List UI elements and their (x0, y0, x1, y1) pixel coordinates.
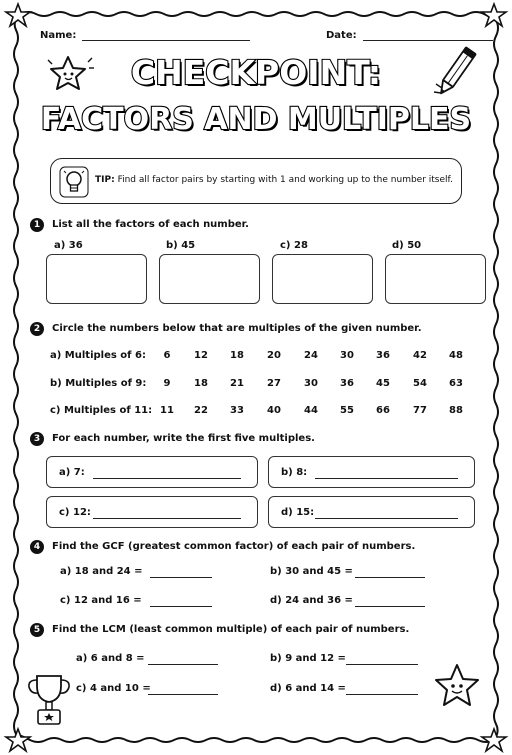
name-label: Name: (40, 30, 77, 41)
multiple-choice-number[interactable]: 12 (194, 350, 208, 361)
factor-item-label: c) 28 (280, 240, 308, 251)
lcm-item-label: d) 6 and 14 = (270, 683, 346, 694)
multiple-choice-number[interactable]: 77 (413, 405, 427, 416)
multiple-choice-number[interactable]: 55 (340, 405, 354, 416)
gcf-item-label: b) 30 and 45 = (270, 566, 353, 577)
answer-line[interactable] (93, 468, 241, 479)
multiple-choice-number[interactable]: 40 (267, 405, 281, 416)
question-prompt: For each number, write the first five multiples. (52, 433, 315, 444)
lcm-item-label: b) 9 and 12 = (270, 653, 346, 664)
lcm-item-label: a) 6 and 8 = (76, 653, 145, 664)
multiple-choice-number[interactable]: 27 (267, 378, 281, 389)
gcf-item-label: a) 18 and 24 = (60, 566, 143, 577)
tip-body: Find all factor pairs by starting with 1 and working up to the number itself. (117, 175, 453, 185)
name-line[interactable] (82, 31, 250, 41)
multiple-choice-number[interactable]: 45 (376, 378, 390, 389)
date-field[interactable] (326, 30, 493, 41)
answer-box[interactable] (159, 254, 260, 304)
multiples-item-label: d) 15: (281, 507, 315, 518)
multiple-choice-number[interactable]: 21 (230, 378, 244, 389)
multiple-choice-number[interactable]: 36 (340, 378, 354, 389)
multiples-row-label: a) Multiples of 6: (50, 350, 146, 361)
multiple-choice-number[interactable]: 33 (230, 405, 244, 416)
multiples-item-label: c) 12: (59, 507, 91, 518)
answer-line[interactable] (315, 468, 458, 479)
answer-line[interactable] (315, 508, 458, 519)
question-prompt: Circle the numbers below that are multiples of the given number. (52, 323, 422, 334)
date-label: Date: (326, 30, 357, 41)
answer-line[interactable] (150, 596, 212, 607)
multiple-choice-number[interactable]: 44 (304, 405, 318, 416)
multiple-choice-number[interactable]: 6 (163, 350, 171, 361)
multiples-row-box (46, 496, 258, 528)
multiple-choice-number[interactable]: 30 (340, 350, 354, 361)
multiple-choice-number[interactable]: 63 (449, 378, 463, 389)
answer-line[interactable] (148, 654, 218, 665)
multiple-choice-number[interactable]: 30 (304, 378, 318, 389)
multiples-item-label: b) 8: (281, 467, 308, 478)
answer-line[interactable] (355, 596, 425, 607)
answer-line[interactable] (148, 684, 218, 695)
multiples-row-box (46, 456, 258, 488)
multiple-choice-number[interactable]: 54 (413, 378, 427, 389)
question-number: 5 (30, 623, 44, 637)
factor-item-label: d) 50 (392, 240, 422, 251)
multiple-choice-number[interactable]: 20 (267, 350, 281, 361)
question-number: 4 (30, 540, 44, 554)
question-prompt: Find the GCF (greatest common factor) of each pair of numbers. (52, 541, 416, 552)
question-number: 2 (30, 322, 44, 336)
answer-box[interactable] (272, 254, 373, 304)
lightbulb-icon (59, 166, 89, 198)
answer-box[interactable] (46, 254, 147, 304)
tip-box (50, 158, 462, 204)
multiple-choice-number[interactable]: 18 (194, 378, 208, 389)
answer-line[interactable] (93, 508, 241, 519)
multiple-choice-number[interactable]: 88 (449, 405, 463, 416)
gcf-item-label: d) 24 and 36 = (270, 595, 353, 606)
name-field[interactable] (40, 30, 250, 41)
multiples-row-box (268, 456, 475, 488)
question-prompt: List all the factors of each number. (52, 219, 249, 230)
multiples-item-label: a) 7: (59, 467, 85, 478)
question-number: 3 (30, 432, 44, 446)
factor-item-label: b) 45 (166, 240, 196, 251)
multiple-choice-number[interactable]: 42 (413, 350, 427, 361)
question-prompt: Find the LCM (least common multiple) of each pair of numbers. (52, 624, 410, 635)
trophy-icon (24, 672, 74, 730)
answer-box[interactable] (385, 254, 486, 304)
multiples-row-label: c) Multiples of 11: (50, 405, 153, 416)
date-line[interactable] (363, 31, 493, 41)
answer-line[interactable] (346, 654, 418, 665)
multiple-choice-number[interactable]: 11 (160, 405, 174, 416)
star-icon (430, 662, 484, 716)
factor-item-label: a) 36 (54, 240, 83, 251)
tip-label: TIP: (95, 175, 115, 185)
tip-text (95, 175, 453, 185)
multiple-choice-number[interactable]: 18 (230, 350, 244, 361)
gcf-item-label: c) 12 and 16 = (60, 595, 142, 606)
lcm-item-label: c) 4 and 10 = (76, 683, 151, 694)
page-title-line2: FACTORS AND MULTIPLES (40, 102, 472, 137)
page-title-line1: CHECKPOINT: (130, 53, 382, 92)
multiple-choice-number[interactable]: 24 (304, 350, 318, 361)
answer-line[interactable] (150, 567, 212, 578)
answer-line[interactable] (355, 567, 425, 578)
question-number: 1 (30, 218, 44, 232)
multiple-choice-number[interactable]: 66 (376, 405, 390, 416)
multiples-row-box (268, 496, 475, 528)
multiple-choice-number[interactable]: 48 (449, 350, 463, 361)
multiple-choice-number[interactable]: 9 (163, 378, 171, 389)
multiples-row-label: b) Multiples of 9: (50, 378, 147, 389)
multiple-choice-number[interactable]: 36 (376, 350, 390, 361)
answer-line[interactable] (346, 684, 418, 695)
multiple-choice-number[interactable]: 22 (194, 405, 208, 416)
